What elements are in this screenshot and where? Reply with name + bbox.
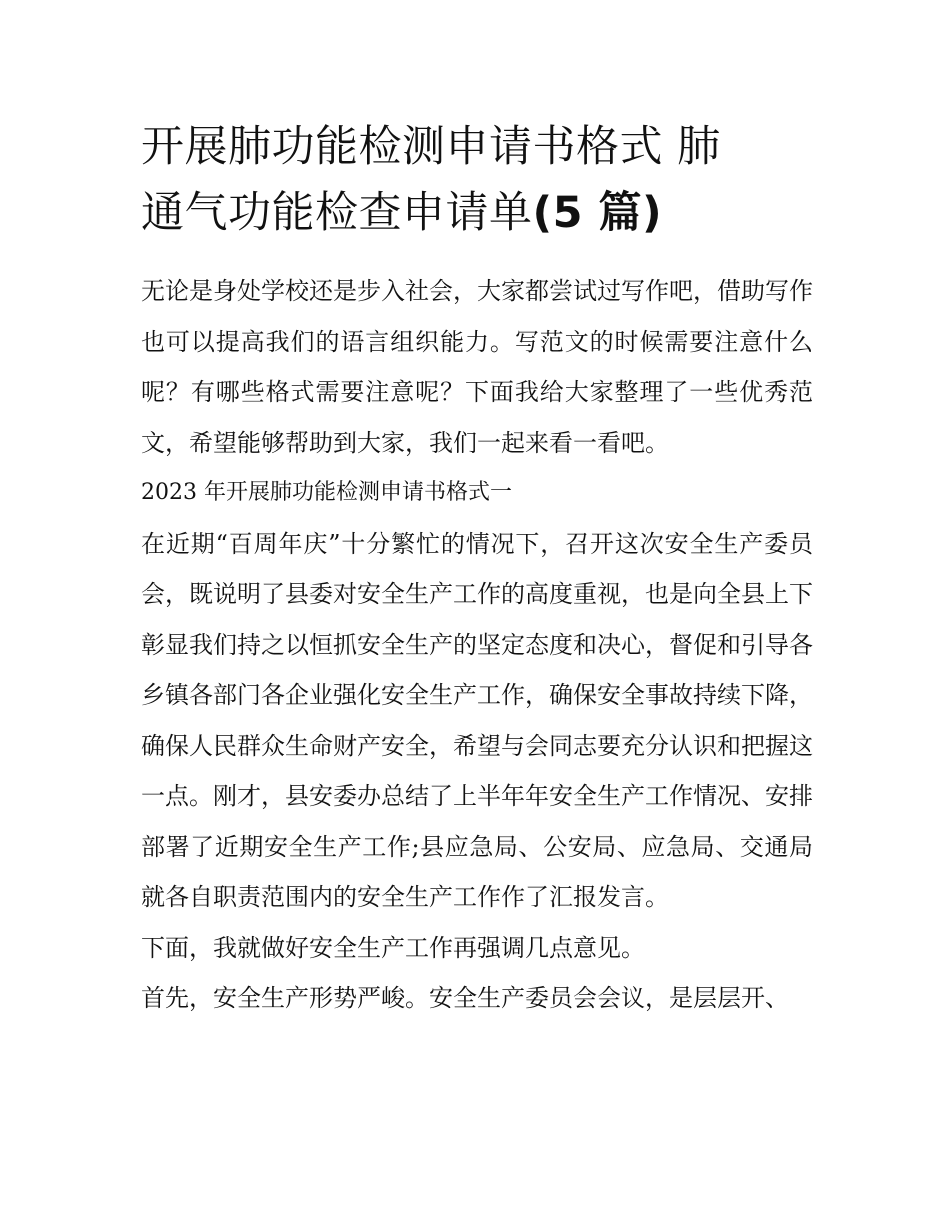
body-paragraph-2: 下面，我就做好安全生产工作再强调几点意见。 (141, 933, 645, 962)
body-paragraph-1: 在近期“百周年庆”十分繁忙的情况下，召开这次安全生产委员会，既说明了县委对安全生产工作的高度重视，也是向全县上下彰显我们持之以恒抓安全生产的坚定态度和决心，督促和引导各乡镇各部门各企业强化安全生产工作，确保安全事故持续下降，确保人民群众生命财产安全，希望与会同志要充分认识和把握这一点。刚才，县安委办总结了上半年年安全生产工作情况、安排部署了近期安全生产工作;县应急局、公安局、应急局、交通局就各自职责范围内的安全生产工作作了汇报发言。 (141, 529, 813, 911)
intro-paragraph: 无论是身处学校还是步入社会，大家都尝试过写作吧，借助写作也可以提高我们的语言组织能力。写范文的时候需要注意什么呢？有哪些格式需要注意呢？下面我给大家整理了一些优秀范文，希望能够帮助到大家，我们一起来看一看吧。 (141, 277, 813, 457)
section-heading: 2023 年开展肺功能检测申请书格式一 (141, 480, 512, 505)
document-title (141, 114, 813, 246)
body-paragraph-3: 首先，安全生产形势严峻。安全生产委员会会议，是层层开、 (141, 984, 789, 1012)
title-line-1: 开展肺功能检测申请书格式 肺 (141, 122, 721, 172)
title-count: (5 篇) (532, 188, 663, 238)
title-line-2: 通气功能检查申请单 (141, 188, 533, 238)
document-content (141, 114, 813, 1024)
